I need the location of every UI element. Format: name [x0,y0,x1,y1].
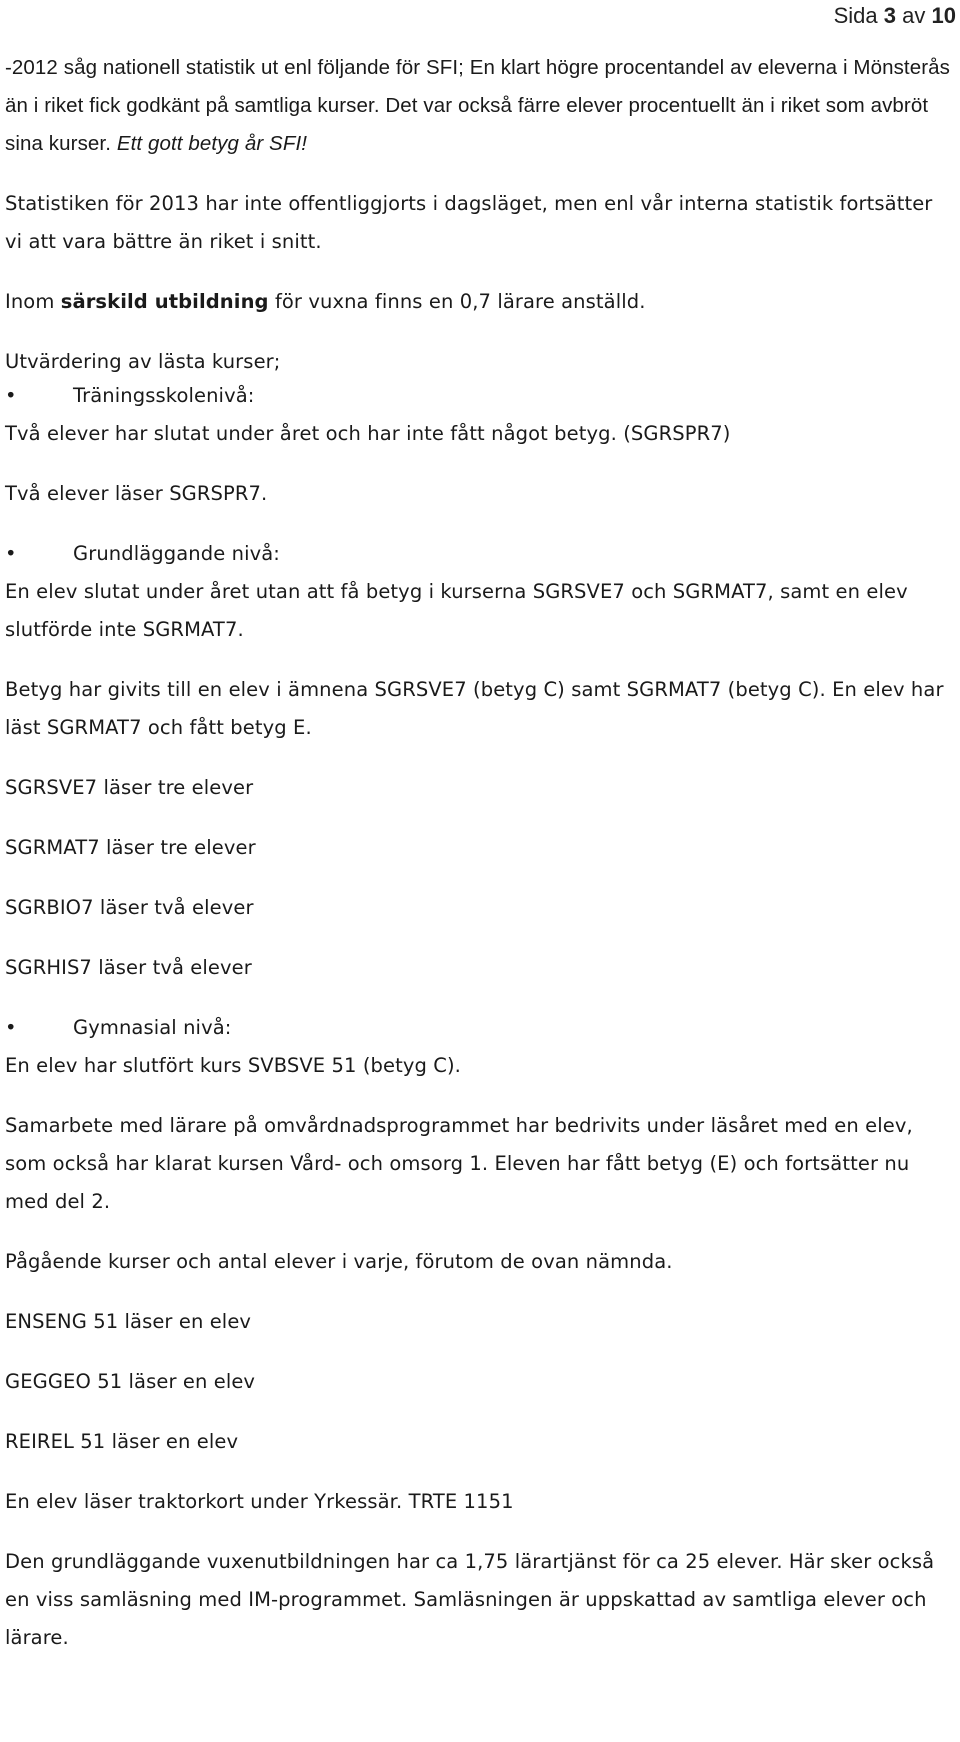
basic-level-title: Grundläggande nivå: [73,542,280,565]
sfi-statistics-text: -2012 såg nationell statistik ut enl följande för SFI; En klart högre procentandel av eleverna i Mönsterås än i riket fick godkänt på samtliga kurser. Det var också färre elever procentuellt än i riket som avbröt sina kurser. [5,56,951,155]
course-line: SGRSVE7 läser tre elever [5,776,254,799]
ongoing-course-line: ENSENG 51 läser en elev [5,1310,252,1333]
training-school-title: Träningsskolenivå: [73,384,255,407]
nursing-collaboration-paragraph: Samarbete med lärare på omvårdnadsprogrammet har bedrivits under läsåret med en elev, som också har klarat kursen Vård- och omsorg 1. Eleven har fått betyg (E) och fortsätter nu med del 2. [5,1114,913,1213]
special-education-paragraph [5,283,955,321]
ongoing-course-line: GEGGEO 51 läser en elev [5,1370,256,1393]
special-education-bold: särskild utbildning [60,290,269,313]
basic-level-bullet [5,535,955,573]
training-school-line1: Två elever har slutat under året och har inte fått något betyg. (SGRSPR7) [5,422,731,445]
page-prefix: Sida [833,3,878,28]
bullet-icon: • [5,542,17,565]
ongoing-course-line: REIREL 51 läser en elev [5,1430,239,1453]
sfi-statistics-emphasis: Ett gott betyg år SFI! [116,132,308,155]
page-number [834,3,956,29]
upper-secondary-line1: En elev har slutfört kurs SVBSVE 51 (betyg C). [5,1054,461,1077]
page-separator: av [902,3,926,28]
special-education-after: för vuxna finns en 0,7 lärare anställd. [274,290,646,313]
page-total: 10 [931,3,956,28]
bullet-icon: • [5,1016,17,1039]
training-school-bullet [5,377,955,415]
sfi-statistics-paragraph [5,49,955,163]
course-line: SGRBIO7 läser två elever [5,896,254,919]
upper-secondary-bullet [5,1009,955,1047]
page-current: 3 [883,3,897,28]
ongoing-course-line: En elev läser traktorkort under Yrkessär. TRTE 1151 [5,1490,514,1513]
basic-level-para1: En elev slutat under året utan att få betyg i kurserna SGRSVE7 och SGRMAT7, samt en elev slutförde inte SGRMAT7. [5,580,908,641]
evaluation-heading: Utvärdering av lästa kurser; [5,350,281,373]
training-school-line2: Två elever läser SGRSPR7. [5,482,268,505]
closing-paragraph: Den grundläggande vuxenutbildningen har ca 1,75 lärartjänst för ca 25 elever. Här sker också en viss samläsning med IM-programmet. Samläsningen är uppskattad av samtliga elever och lärare. [5,1550,935,1649]
ongoing-courses-heading: Pågående kurser och antal elever i varje, förutom de ovan nämnda. [5,1250,673,1273]
bullet-icon: • [5,384,17,407]
upper-secondary-title: Gymnasial nivå: [73,1016,232,1039]
document-body [5,56,955,1657]
special-education-before: Inom [5,290,55,313]
course-line: SGRMAT7 läser tre elever [5,836,256,859]
course-line: SGRHIS7 läser två elever [5,956,252,979]
stats-2013-paragraph: Statistiken för 2013 har inte offentliggjorts i dagsläget, men enl vår interna statistik fortsätter vi att vara bättre än riket i snitt. [5,192,933,253]
basic-level-para2: Betyg har givits till en elev i ämnena SGRSVE7 (betyg C) samt SGRMAT7 (betyg C). En elev har läst SGRMAT7 och fått betyg E. [5,678,944,739]
